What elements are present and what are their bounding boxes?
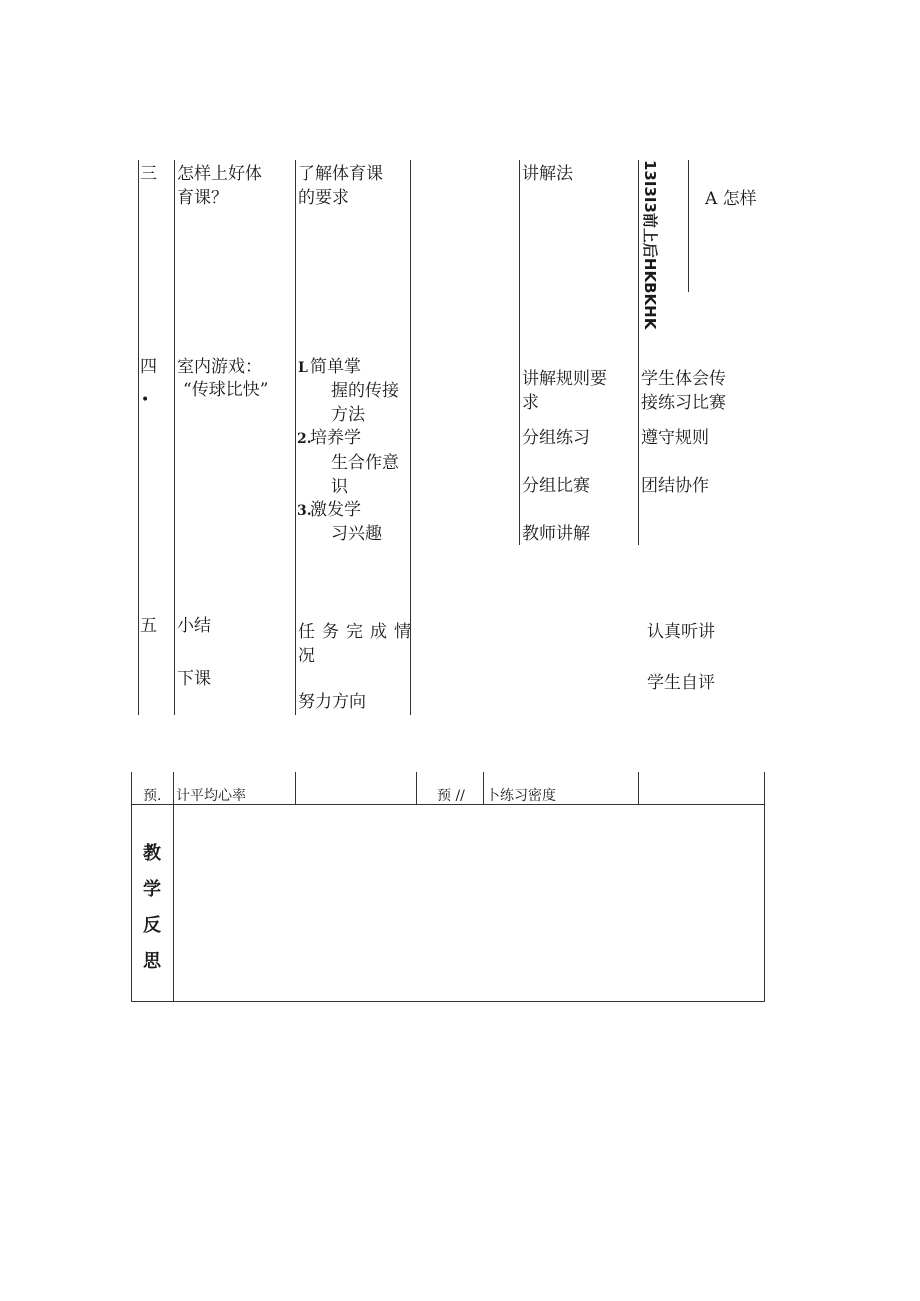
- section4-method1-line2: 求: [522, 393, 539, 413]
- section3-method: 讲解法: [522, 164, 573, 184]
- section4-topic-line1: 室内游戏：: [177, 357, 262, 377]
- section4-goal2-number: 2.: [297, 431, 312, 447]
- stats-label-predict: 预.: [143, 788, 162, 804]
- stats-label-avg-heart-rate: 计平均心率: [176, 788, 246, 804]
- section4-goal3-line1: 激发学: [310, 500, 361, 520]
- section5-topic1: 小结: [177, 616, 211, 636]
- section3-topic-line2: 育课？: [177, 188, 228, 208]
- reflection-char-1: 教: [143, 843, 161, 864]
- section3-garbled-vertical-text: 13I3I3前上后HKBKHK: [641, 160, 659, 330]
- section4-goal2-line1: 培养学: [310, 428, 361, 448]
- section4-goal3-number: 3.: [297, 503, 312, 519]
- col-line-3: [295, 160, 296, 715]
- section4-method3: 分组比赛: [522, 476, 590, 496]
- stats-line-7: [764, 772, 765, 1002]
- reflection-bottom-line: [131, 1001, 765, 1002]
- section4-student2: 遵守规则: [641, 428, 709, 448]
- section4-topic-line2: “传球比快”: [183, 380, 269, 400]
- stats-line-6: [638, 772, 639, 804]
- section3-goal-line2: 的要求: [298, 188, 349, 208]
- stats-label-predict-2: 预 //: [437, 788, 465, 804]
- section4-dot: •: [141, 392, 150, 408]
- section4-goal1-number: L: [298, 360, 308, 376]
- col-line-7: [688, 160, 689, 292]
- stats-line-5: [483, 772, 484, 804]
- col-line-5: [519, 160, 520, 545]
- section4-method1-line1: 讲解规则要: [522, 369, 607, 389]
- section4-method2: 分组练习: [522, 428, 590, 448]
- section4-goal1-line3: 方法: [331, 405, 365, 425]
- section4-student1-line1: 学生体会传: [641, 369, 726, 389]
- section5-number: 五: [140, 616, 157, 636]
- section5-goal1-line1: 任务完成情: [298, 622, 418, 642]
- stats-line-4: [416, 772, 417, 804]
- section3-topic-line1: 怎样上好体: [177, 164, 262, 184]
- stats-line-2: [173, 772, 174, 1002]
- section5-student2: 学生自评: [647, 673, 715, 693]
- col-line-1: [138, 160, 139, 715]
- section4-goal1-line1: 简单掌: [310, 357, 361, 377]
- stats-label-exercise-density: 卜练习密度: [486, 788, 556, 804]
- reflection-char-2: 学: [143, 879, 161, 900]
- section4-number: 四: [140, 357, 157, 377]
- section5-student1: 认真听讲: [647, 622, 715, 642]
- section3-student: A 怎样: [705, 189, 757, 209]
- col-line-2: [174, 160, 175, 715]
- reflection-char-4: 思: [143, 951, 161, 972]
- section4-goal2-line3: 识: [331, 477, 348, 497]
- section5-goal2: 努力方向: [298, 692, 366, 712]
- col-line-6: [638, 160, 639, 545]
- section4-goal2-line2: 生合作意: [331, 453, 399, 473]
- section4-method4: 教师讲解: [522, 524, 590, 544]
- section5-topic2: 下课: [177, 669, 211, 689]
- stats-line-1: [131, 772, 132, 1002]
- section3-goal-line1: 了解体育课: [298, 164, 383, 184]
- section4-goal3-line2: 习兴趣: [331, 524, 382, 544]
- section4-student3: 团结协作: [641, 476, 709, 496]
- reflection-char-3: 反: [143, 915, 161, 936]
- section4-goal1-line2: 握的传接: [331, 381, 399, 401]
- section3-number: 三: [140, 164, 157, 184]
- section5-goal1-line2: 况: [298, 646, 315, 666]
- stats-line-3: [295, 772, 296, 804]
- section4-student1-line2: 接练习比赛: [641, 393, 726, 413]
